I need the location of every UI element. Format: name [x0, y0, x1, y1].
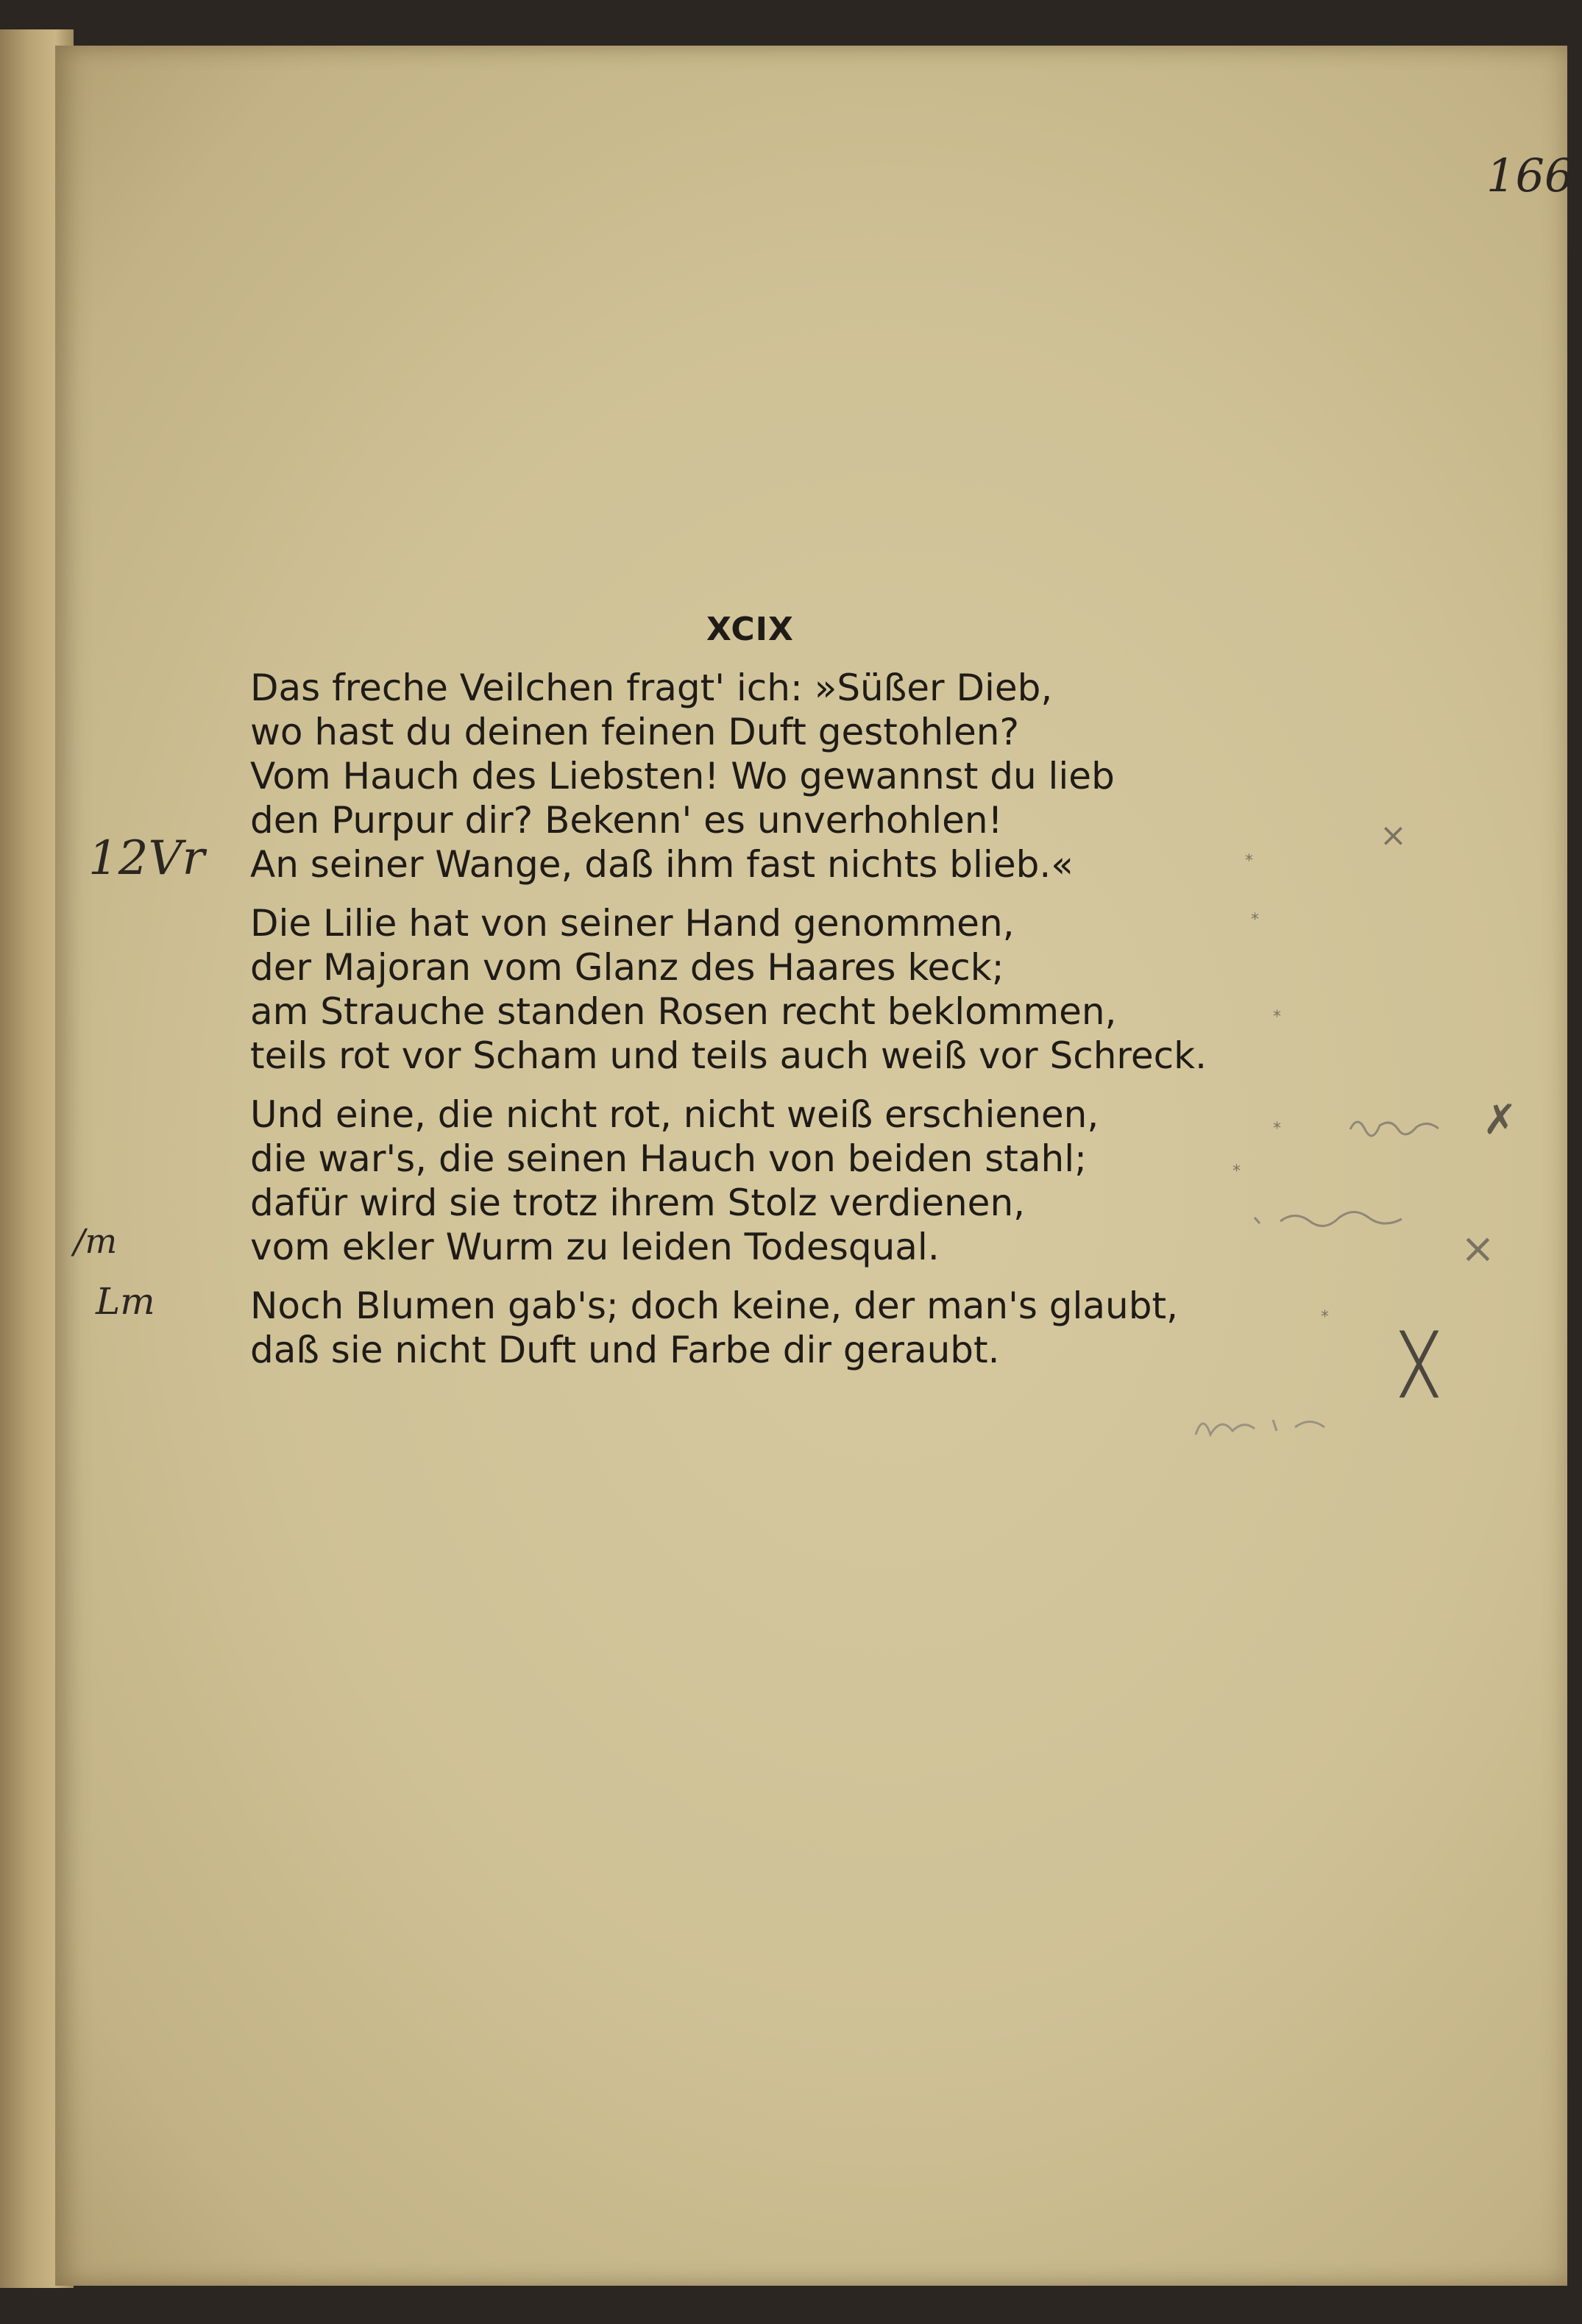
verse-line: der Majoran vom Glanz des Haares keck;	[250, 946, 1004, 989]
page-number: 166	[1486, 149, 1574, 202]
pencil-mark-x-2: ✗	[1483, 1096, 1517, 1144]
verse-line: am Strauche standen Rosen recht beklommen,	[250, 990, 1117, 1033]
pencil-dot-6: *	[1321, 1308, 1329, 1326]
pencil-dot-1: *	[1245, 852, 1253, 870]
margin-note-left-3: Lm	[96, 1280, 155, 1323]
pencil-dot-5: *	[1232, 1162, 1241, 1181]
verse-line: Die Lilie hat von seiner Hand genommen,	[250, 902, 1015, 945]
pencil-dot-2: *	[1251, 911, 1259, 929]
verse-line: Das freche Veilchen fragt' ich: »Süßer Dieb,	[250, 667, 1053, 709]
poem-body	[250, 666, 1280, 1387]
verse-line: daß sie nicht Duft und Farbe dir geraubt.	[250, 1329, 1000, 1371]
verse-line: Und eine, die nicht rot, nicht weiß erschienen,	[250, 1093, 1099, 1136]
verse-line: dafür wird sie trotz ihrem Stolz verdienen,	[250, 1181, 1026, 1224]
margin-note-left-2: /m	[74, 1221, 118, 1261]
poem-title: XCIX	[706, 611, 794, 648]
pencil-mark-x-1: ×	[1380, 817, 1407, 854]
verse-line: Vom Hauch des Liebsten! Wo gewannst du lieb	[250, 755, 1115, 797]
stanza-3	[250, 1092, 1280, 1269]
stanza-1	[250, 666, 1280, 886]
verse-line: An seiner Wange, daß ihm fast nichts blieb.«	[250, 843, 1074, 886]
pencil-dot-4: *	[1273, 1120, 1281, 1138]
pencil-scribble-2	[1251, 1195, 1413, 1240]
pencil-mark-x-3: ×	[1461, 1225, 1495, 1273]
pencil-scribble-3	[1192, 1398, 1361, 1449]
stanza-2	[250, 901, 1280, 1078]
verse-line: vom ekler Wurm zu leiden Todesqual.	[250, 1226, 940, 1268]
verse-line: Noch Blumen gab's; doch keine, der man's glaubt,	[250, 1284, 1178, 1327]
verse-line: den Purpur dir? Bekenn' es unverhohlen!	[250, 799, 1003, 842]
pencil-scribble-1	[1347, 1104, 1457, 1148]
verse-line: wo hast du deinen feinen Duft gestohlen?	[250, 711, 1020, 753]
stanza-4	[250, 1284, 1280, 1372]
verse-line: die war's, die seinen Hauch von beiden stahl;	[250, 1137, 1087, 1180]
margin-note-left-1: 12Vr	[88, 831, 205, 886]
verse-line: teils rot vor Scham und teils auch weiß vor Schreck.	[250, 1034, 1207, 1077]
pencil-mark-x-4: ╳	[1402, 1332, 1436, 1398]
pencil-dot-3: *	[1273, 1008, 1281, 1026]
